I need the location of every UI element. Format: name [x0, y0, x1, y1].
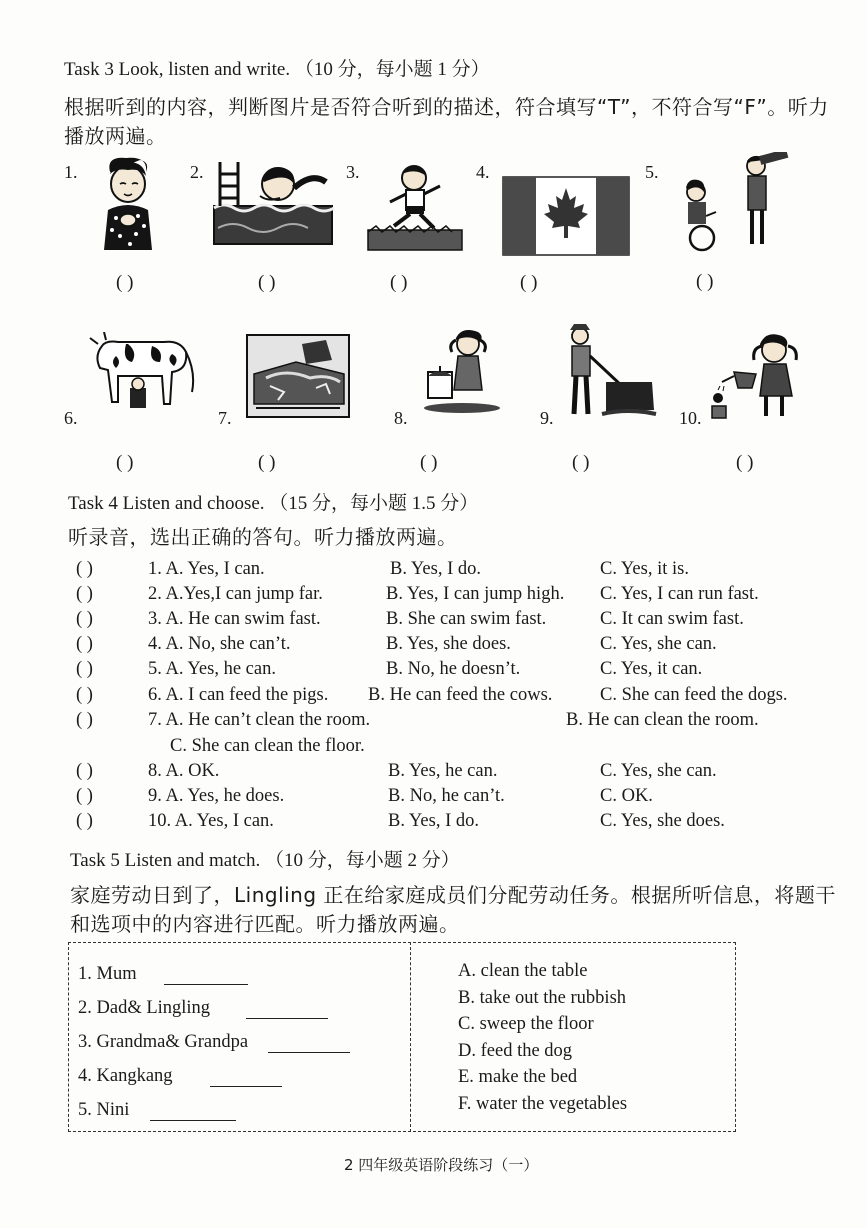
task3-item-10-blank[interactable]: ( ): [736, 452, 754, 473]
task4-q2-option-a: 2. A.Yes,I can jump far.: [148, 584, 323, 604]
task4-q4-option-c: C. Yes, she can.: [600, 634, 717, 654]
task5-heading: Task 5 Listen and match. （10 分，每小题 2 分）: [70, 850, 460, 871]
match-option-e: E. make the bed: [458, 1067, 578, 1087]
task3-heading: Task 3 Look, listen and write. （10 分，每小题 1 分）: [64, 59, 490, 80]
task4-q1-blank[interactable]: ( ): [76, 559, 93, 579]
task4-q7-blank[interactable]: ( ): [76, 710, 93, 730]
match-option-f: F. water the vegetables: [458, 1094, 628, 1114]
match-item-3-blank[interactable]: [268, 1052, 350, 1053]
boy-swimming-picture: [208, 158, 336, 248]
task4-q2-option-c: C. Yes, I can run fast.: [600, 584, 759, 604]
task3-item-7-number: 7.: [218, 408, 232, 428]
match-option-c: C. sweep the floor: [458, 1014, 594, 1034]
task3-item-4-blank[interactable]: ( ): [520, 272, 538, 293]
girl-watering-plant-picture: [706, 330, 806, 420]
task5-instruction-line1: 家庭劳动日到了，Lingling 正在给家庭成员们分配劳动任务。根据所听信息，将题干: [70, 883, 836, 907]
task4-q4-option-b: B. Yes, she does.: [386, 634, 511, 654]
task4-q6-option-a: 6. A. I can feed the pigs.: [148, 685, 329, 705]
task4-q10-option-a: 10. A. Yes, I can.: [148, 811, 274, 831]
canada-flag-picture: [502, 176, 630, 256]
match-item-5-label: 5. Nini: [78, 1100, 130, 1120]
task4-q9-blank[interactable]: ( ): [76, 786, 93, 806]
match-item-5-blank[interactable]: [150, 1120, 236, 1121]
man-mowing-lawn-picture: [562, 322, 658, 420]
match-item-5: [78, 1100, 129, 1121]
task4-q1-option-b: B. Yes, I do.: [390, 559, 481, 579]
task4-q8-option-a: 8. A. OK.: [148, 761, 220, 781]
match-item-3: [78, 1032, 248, 1053]
match-item-4: [78, 1066, 173, 1087]
task4-q9-option-a: 9. A. Yes, he does.: [148, 786, 285, 806]
task3-item-5-number: 5.: [645, 162, 659, 182]
task4-q10-blank[interactable]: ( ): [76, 811, 93, 831]
task3-item-10-number: 10.: [679, 408, 702, 428]
task4-q3-option-b: B. She can swim fast.: [386, 609, 547, 629]
task4-q10-option-c: C. Yes, she does.: [600, 811, 725, 831]
match-item-2-label: 2. Dad& Lingling: [78, 998, 211, 1018]
task3-item-6-blank[interactable]: ( ): [116, 452, 134, 473]
match-item-2-blank[interactable]: [246, 1018, 328, 1019]
task4-q5-option-b: B. No, he doesn’t.: [386, 659, 521, 679]
task4-q3-option-a: 3. A. He can swim fast.: [148, 609, 321, 629]
task3-item-9-number: 9.: [540, 408, 554, 428]
task3-item-1-number: 1.: [64, 162, 78, 182]
task4-heading: Task 4 Listen and choose. （15 分，每小题 1.5 分）: [68, 493, 479, 514]
task3-item-5-blank[interactable]: ( ): [696, 271, 714, 292]
cow-milking-picture: [88, 332, 200, 418]
boy-hands-clasped-picture: [96, 154, 158, 254]
match-item-4-blank[interactable]: [210, 1086, 282, 1087]
task3-item-8-blank[interactable]: ( ): [420, 452, 438, 473]
task4-instruction: 听录音，选出正确的答句。听力播放两遍。: [68, 525, 458, 549]
match-item-1-label: 1. Mum: [78, 964, 137, 984]
messy-room-picture: [246, 334, 350, 418]
task3-item-6-number: 6.: [64, 408, 78, 428]
girl-with-cake-picture: [422, 326, 502, 416]
task4-q7-option-a: 7. A. He can’t clean the room.: [148, 710, 371, 730]
task4-q2-blank[interactable]: ( ): [76, 584, 93, 604]
task3-instruction-line1: 根据听到的内容，判断图片是否符合听到的描述，符合填写“T”，不符合写“F”。听力: [64, 95, 829, 119]
task4-q3-blank[interactable]: ( ): [76, 609, 93, 629]
task4-q9-option-c: C. OK.: [600, 786, 653, 806]
task5-instruction-line2: 和选项中的内容进行匹配。听力播放两遍。: [70, 912, 460, 936]
task4-q9-option-b: B. No, he can’t.: [388, 786, 505, 806]
task4-q4-option-a: 4. A. No, she can’t.: [148, 634, 291, 654]
task4-q1-option-c: C. Yes, it is.: [600, 559, 689, 579]
task4-q10-option-b: B. Yes, I do.: [388, 811, 479, 831]
task3-item-2-blank[interactable]: ( ): [258, 272, 276, 293]
task3-item-7-blank[interactable]: ( ): [258, 452, 276, 473]
match-option-a: A. clean the table: [458, 961, 588, 981]
match-item-4-label: 4. Kangkang: [78, 1066, 173, 1086]
match-item-2: [78, 998, 210, 1019]
task3-item-3-blank[interactable]: ( ): [390, 272, 408, 293]
task4-q1-option-a: 1. A. Yes, I can.: [148, 559, 265, 579]
task4-q7-option-b: B. He can clean the room.: [566, 710, 759, 730]
match-option-b: B. take out the rubbish: [458, 988, 627, 1008]
task4-q4-blank[interactable]: ( ): [76, 634, 93, 654]
task4-q5-option-c: C. Yes, it can.: [600, 659, 703, 679]
task4-q8-option-b: B. Yes, he can.: [388, 761, 498, 781]
match-option-d: D. feed the dog: [458, 1041, 573, 1061]
task4-q6-blank[interactable]: ( ): [76, 685, 93, 705]
task3-item-1-blank[interactable]: ( ): [116, 272, 134, 293]
page-footer: 2 四年级英语阶段练习（一）: [344, 1156, 539, 1174]
match-item-1: [78, 964, 137, 985]
wheelchair-and-telescope-picture: [676, 152, 796, 252]
task4-q8-option-c: C. Yes, she can.: [600, 761, 717, 781]
task3-instruction-line2: 播放两遍。: [64, 124, 167, 148]
task3-item-4-number: 4.: [476, 162, 490, 182]
task4-q8-blank[interactable]: ( ): [76, 761, 93, 781]
matching-box-divider: [410, 942, 411, 1132]
task4-q3-option-c: C. It can swim fast.: [600, 609, 744, 629]
task3-item-9-blank[interactable]: ( ): [572, 452, 590, 473]
match-item-3-label: 3. Grandma& Grandpa: [78, 1032, 249, 1052]
task3-item-3-number: 3.: [346, 162, 360, 182]
boy-running-picture: [364, 160, 464, 252]
match-item-1-blank[interactable]: [164, 984, 248, 985]
task4-q5-option-a: 5. A. Yes, he can.: [148, 659, 276, 679]
task4-q6-option-b: B. He can feed the cows.: [368, 685, 553, 705]
task4-q5-blank[interactable]: ( ): [76, 659, 93, 679]
task4-q2-option-b: B. Yes, I can jump high.: [386, 584, 565, 604]
task3-item-8-number: 8.: [394, 408, 408, 428]
task4-q7-option-c: C. She can clean the floor.: [170, 736, 365, 756]
task4-q6-option-c: C. She can feed the dogs.: [600, 685, 788, 705]
task3-item-2-number: 2.: [190, 162, 204, 182]
